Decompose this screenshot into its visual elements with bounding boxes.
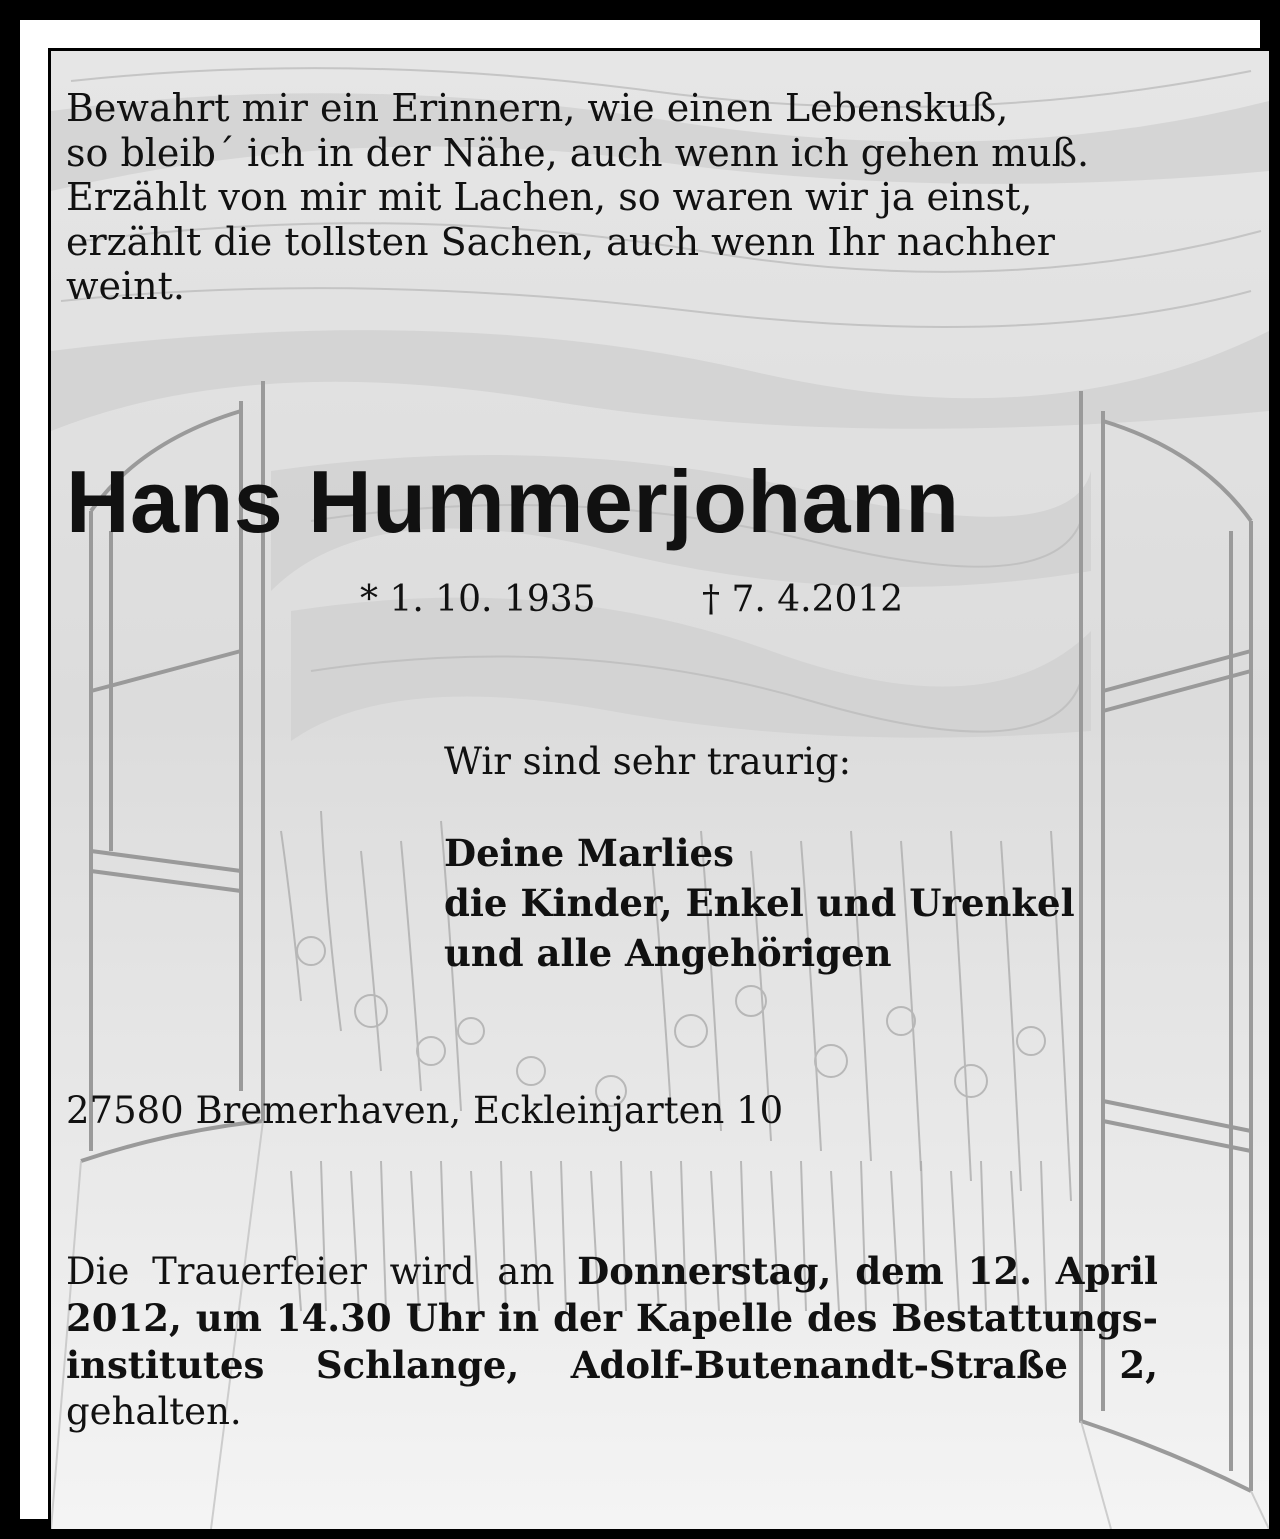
birth-date: * 1. 10. 1935 bbox=[360, 579, 596, 620]
mourner-line: Deine Marlies bbox=[444, 831, 734, 875]
mourner-line: und alle Angehörigen bbox=[444, 931, 892, 975]
death-date: † 7. 4.2012 bbox=[702, 579, 904, 620]
funeral-announcement bbox=[66, 1248, 1158, 1435]
mourner-line: die Kinder, Enkel und Urenkel bbox=[444, 881, 1075, 925]
poem-line: Erzählt von mir mit Lachen, so waren wir ja einst, bbox=[66, 175, 1033, 219]
funeral-text-end: gehalten. bbox=[66, 1390, 242, 1433]
poem-line: erzählt die tollsten Sachen, auch wenn Ihr nachher bbox=[66, 219, 1055, 264]
deceased-name: Hans Hummerjohann bbox=[66, 452, 960, 551]
mourning-intro: Wir sind sehr traurig: bbox=[444, 740, 852, 783]
funeral-text-intro: Die Trauerfeier wird am bbox=[66, 1250, 578, 1293]
funeral-date-location: Donnerstag, dem 12. April 2012, um 14.30 Uhr in der Kapelle des Bestattungs-institutes Schlange, Adolf-Butenandt-Straße 2, bbox=[66, 1249, 1158, 1387]
poem-line: so bleib´ ich in der Nähe, auch wenn ich gehen muß. bbox=[66, 130, 1090, 175]
mourners-list bbox=[444, 828, 1075, 978]
poem bbox=[66, 86, 1176, 309]
poem-line: Bewahrt mir ein Erinnern, wie einen Lebenskuß, bbox=[66, 86, 1009, 130]
family-address: 27580 Bremerhaven, Eckleinjarten 10 bbox=[66, 1089, 784, 1132]
poem-line: weint. bbox=[66, 264, 185, 308]
